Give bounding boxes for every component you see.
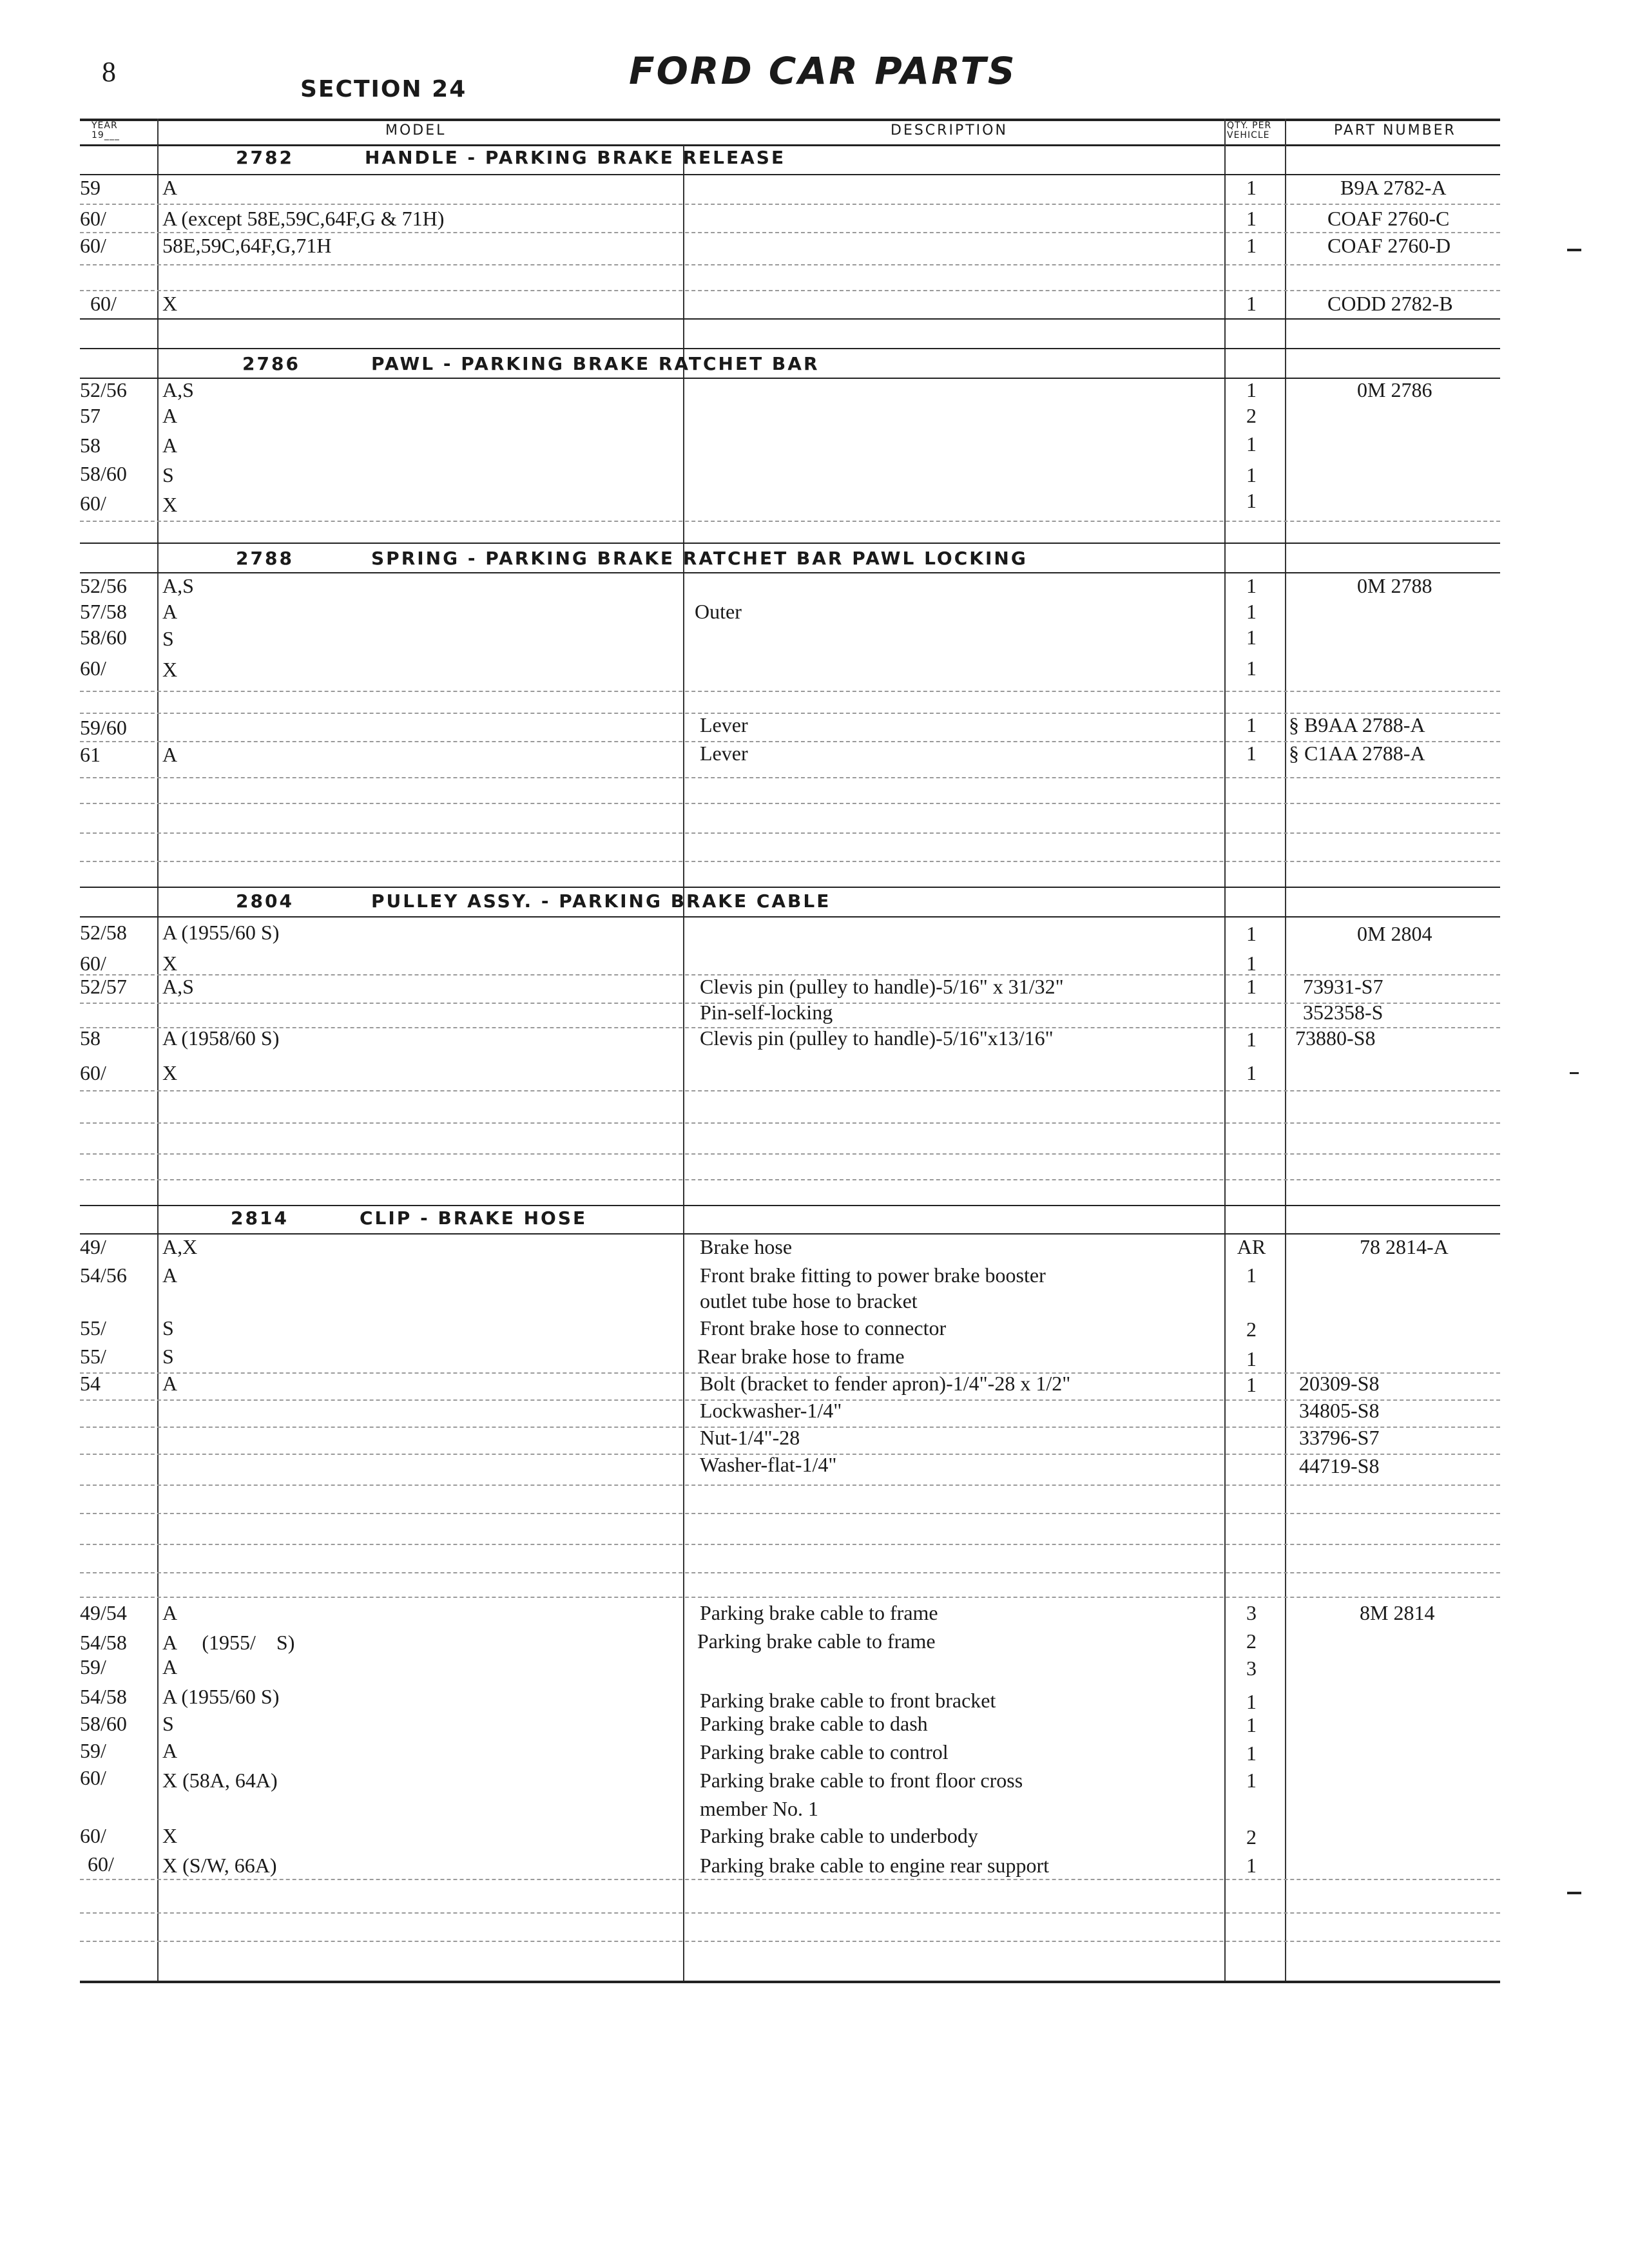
group-title: HANDLE - PARKING BRAKE RELEASE — [365, 147, 786, 168]
header-divider-part — [1285, 119, 1286, 146]
group-title: PULLEY ASSY. - PARKING BRAKE CABLE — [371, 890, 831, 912]
group-title: SPRING - PARKING BRAKE RATCHET BAR PAWL LOCKING — [371, 548, 1028, 569]
column-rule-model — [683, 146, 684, 1982]
column-header-model: MODEL — [385, 122, 447, 139]
column-header-year: YEAR 19___ — [92, 120, 120, 140]
group-code: 2788 — [236, 548, 294, 569]
column-rule-description — [1224, 146, 1226, 1982]
header-divider-year — [157, 119, 159, 146]
column-rule-qty — [1285, 146, 1286, 1982]
scan-mark — [1570, 1072, 1579, 1074]
group-title: PAWL - PARKING BRAKE RATCHET BAR — [371, 353, 820, 374]
header-top-rule — [80, 119, 1500, 121]
group-title: CLIP - BRAKE HOSE — [360, 1207, 588, 1229]
group-code: 2804 — [236, 890, 294, 912]
page-title: FORD CAR PARTS — [629, 49, 1017, 93]
scan-mark — [1567, 1892, 1581, 1894]
group-code: 2786 — [242, 353, 300, 374]
group-code: 2782 — [236, 147, 294, 168]
header-divider-qty — [1224, 119, 1226, 146]
catalog-page: 8 SECTION 24 FORD CAR PARTS YEAR 19___ MODEL DESCRIPTION QTY. PER VEHICLE PART NUMBER 2782 HANDLE - PARKING BRAKE RELEASE 59 A 1 B9A 2782-A 60/ A (except 58E,59C,64F,G & 71H) 1 COAF 2760-C 60/ 58E,59C,64F,G,71H 1 COAF 2760-D 60/ X 1 CODD 2782-B 2786 PAWL - PARKING BRAKE RATCHET BAR 52/56 A,S 1 0M 2786 57 A 2 58 A 1 58/60 S 1 60/ X 1 2788 SPRING - PARKING BRAKE RATCHET BAR PAWL LOCKING 52/56 A,S 1 0M 2788 57/58 A Outer 1 58/60 S 1 60/ X 1 59/60 Lever 1 § B9AA 2788-A 61 A Lever 1 § C1AA 2788-A 2804 PULLEY ASSY. - PARKING BRAKE CABLE 52/58 A (1955/60 S) 1 0M 2804 60/ X 1 52/57 A,S Clevis pin (pulley to handle)-5/16" x 31/32" 1 73931-S7 Pin-self-locking 352358-S 58 A (1958/60 S) Clevis pin (pulley to handle)-5/16"x13/16" 1 73880-S8 60/ X 1 2814 CLIP - BRAKE HOSE 49/ A,X Brake hose AR 78 2814-A 54/56 A Front brake fitting to power brake booster 1 outlet tube hose to bracket 55/ S Front brake hose to connector 2 55/ S Rear brake hose to frame 1 54 A Bolt (bracket to fender apron)-1/4"-28 x 1/2" 1 20309-S8 Lockwasher-1/4" 34805-S8 Nut-1/4"-28 33796-S7 Washer-flat-1/4" 44719-S8 49/54 A Parking brake cable to frame 3 8M 2814 54/58 A (1955/ S) Parking brake cable to frame 2 59/ A 3 54/58 A (1955/60 S) Parking brake cable to front bracket 1 58/60 S Parking brake cable to dash 1 59/ A Parking brake cable to control 1 60/ X (58A, 64A) Parking brake cable to front floor cross 1 member No. 1 60/ X Parking brake cable to underbody 2 60/ X (S/W, 66A) Parking brake cable to engine rear support 1 — [0, 0, 1629, 2268]
scan-mark — [1567, 249, 1581, 251]
table-bottom-rule — [80, 1981, 1500, 1983]
column-header-qty: QTY. PER VEHICLE — [1227, 120, 1272, 140]
page-number: 8 — [102, 56, 116, 88]
column-rule-year — [157, 146, 159, 1982]
header-bottom-rule — [80, 144, 1500, 146]
group-code: 2814 — [231, 1207, 289, 1229]
column-header-description: DESCRIPTION — [891, 122, 1008, 139]
section-label: SECTION 24 — [300, 76, 467, 102]
column-header-part-number: PART NUMBER — [1334, 122, 1456, 139]
